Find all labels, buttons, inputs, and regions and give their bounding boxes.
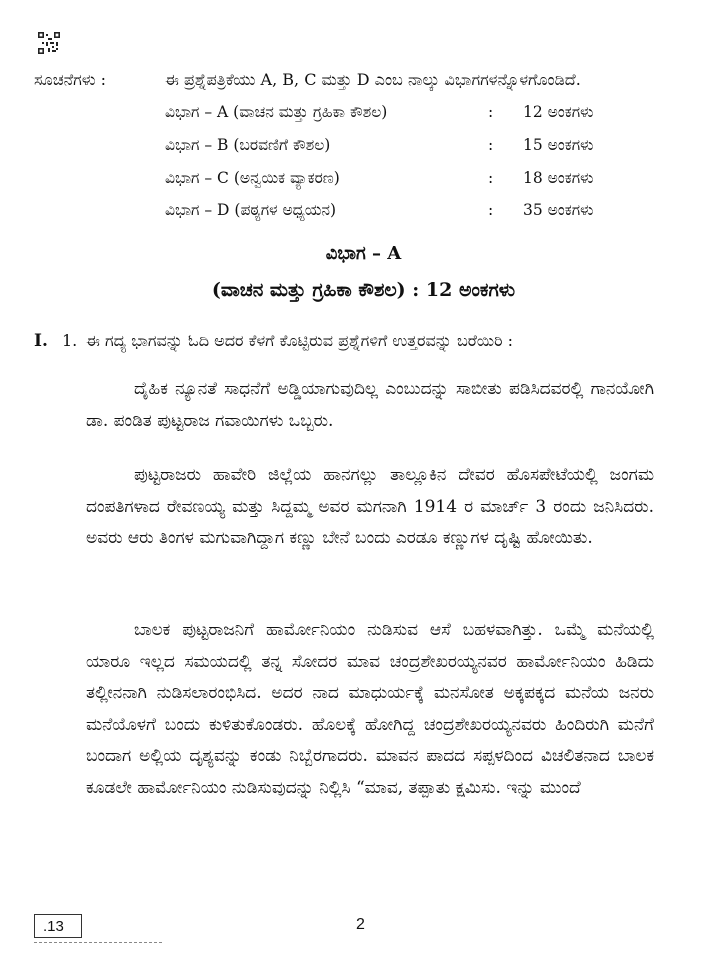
section-name: ವಿಭಾಗ – C (ಅನ್ವಯಿಕ ವ್ಯಾಕರಣ)	[165, 169, 340, 187]
section-name: ವಿಭಾಗ – B (ಬರವಣಿಗೆ ಕೌಶಲ)	[165, 136, 331, 154]
section-marks: 18 ಅಂಕಗಳು	[523, 169, 594, 187]
section-heading: ವಿಭಾಗ – A	[325, 243, 402, 264]
section-list-item	[165, 103, 605, 129]
passage-paragraph	[86, 615, 654, 804]
question-roman-number: I.	[34, 331, 48, 351]
section-marks: 12 ಅಂಕಗಳು	[523, 103, 594, 121]
question-number: 1.	[62, 331, 78, 350]
section-name: ವಿಭಾಗ – D (ಪಠ್ಯಗಳ ಅಧ್ಯಯನ)	[165, 201, 337, 219]
section-colon: :	[488, 103, 494, 121]
passage-paragraph-text: ಪುಟ್ಟರಾಜರು ಹಾವೇರಿ ಜಿಲ್ಲೆಯ ಹಾನಗಲ್ಲು ತಾಲ್ಲೂಕಿನ ದೇವರ ಹೊಸಪೇಟೆಯಲ್ಲಿ ಜಂಗಮ ದಂಪತಿಗಳಾದ ರೇವಣಯ್ಯ ಮತ್ತು ಸಿದ್ದಮ್ಮ ಅವರ ಮಗನಾಗಿ 1914 ರ ಮಾರ್ಚ್ 3 ರಂದು ಜನಿಸಿದರು. ಅವರು ಆರು ತಿಂಗಳ ಮಗುವಾಗಿದ್ದಾಗ ಕಣ್ಣು ಬೇನೆ ಬಂದು ಎರಡೂ ಕಣ್ಣುಗಳ ದೃಷ್ಟಿ ಹೋಯಿತು.	[86, 465, 654, 548]
section-list-item	[165, 201, 605, 227]
section-marks: 15 ಅಂಕಗಳು	[523, 136, 594, 154]
page-number: 2	[356, 916, 365, 933]
section-colon: :	[488, 169, 494, 187]
section-subheading: (ವಾಚನ ಮತ್ತು ಗ್ರಹಿಕಾ ಕೌಶಲ) : 12 ಅಂಕಗಳು	[211, 279, 516, 301]
qr-code-icon	[38, 32, 60, 54]
question-prompt: ಈ ಗದ್ಯ ಭಾಗವನ್ನು ಓದಿ ಅದರ ಕೆಳಗೆ ಕೊಟ್ಟಿರುವ ಪ್ರಶ್ನೆಗಳಿಗೆ ಉತ್ತರವನ್ನು ಬರೆಯಿರಿ :	[86, 331, 514, 350]
section-list-item	[165, 136, 605, 162]
footer-divider	[34, 942, 162, 943]
section-name: ವಿಭಾಗ – A (ವಾಚನ ಮತ್ತು ಗ್ರಹಿಕಾ ಕೌಶಲ)	[165, 103, 388, 121]
passage-paragraph	[86, 460, 654, 555]
instructions-text: ಈ ಪ್ರಶ್ನೆಪತ್ರಿಕೆಯು A, B, C ಮತ್ತು D ಎಂಬ ನಾಲ್ಕು ವಿಭಾಗಗಳನ್ನೊಳಗೊಂಡಿದೆ.	[165, 70, 581, 89]
passage-paragraph-text: ಬಾಲಕ ಪುಟ್ಟರಾಜನಿಗೆ ಹಾರ್ಮೋನಿಯಂ ನುಡಿಸುವ ಆಸೆ ಬಹಳವಾಗಿತ್ತು. ಒಮ್ಮೆ ಮನೆಯಲ್ಲಿ ಯಾರೂ ಇಲ್ಲದ ಸಮಯದಲ್ಲಿ ತನ್ನ ಸೋದರ ಮಾವ ಚಂದ್ರಶೇಖರಯ್ಯನವರ ಹಾರ್ಮೋನಿಯಂ ಹಿಡಿದು ತಲ್ಲೀನನಾಗಿ ನುಡಿಸಲಾರಂಭಿಸಿದ. ಅದರ ನಾದ ಮಾಧುರ್ಯಕ್ಕೆ ಮನಸೋತ ಅಕ್ಕಪಕ್ಕದ ಮನೆಯ ಜನರು ಮನೆಯೊಳಗೆ ಬಂದು ಕುಳಿತುಕೊಂಡರು. ಹೊಲಕ್ಕೆ ಹೋಗಿದ್ದ ಚಂದ್ರಶೇಖರಯ್ಯನವರು ಹಿಂದಿರುಗಿ ಮನೆಗೆ ಬಂದಾಗ ಅಲ್ಲಿಯ ದೃಶ್ಯವನ್ನು ಕಂಡು ನಿಬ್ಬೆರಗಾದರು. ಮಾವನ ಪಾದದ ಸಪ್ಪಳದಿಂದ ವಿಚಲಿತನಾದ ಬಾಲಕ ಕೂಡಲೇ ಹಾರ್ಮೋನಿಯಂ ನುಡಿಸುವುದನ್ನು ನಿಲ್ಲಿಸಿ “ಮಾವ, ತಪ್ಪಾತು ಕ್ಷಮಿಸು. ಇನ್ನು ಮುಂದೆ	[86, 620, 654, 798]
section-colon: :	[488, 201, 494, 219]
instructions-label: ಸೂಚನೆಗಳು :	[34, 70, 107, 89]
passage-paragraph-text: ದೈಹಿಕ ನ್ಯೂನತೆ ಸಾಧನೆಗೆ ಅಡ್ಡಿಯಾಗುವುದಿಲ್ಲ ಎಂಬುದನ್ನು ಸಾಬೀತು ಪಡಿಸಿದವರಲ್ಲಿ ಗಾನಯೋಗಿ ಡಾ. ಪಂಡಿತ ಪುಟ್ಟರಾಜ ಗವಾಯಿಗಳು ಒಬ್ಬರು.	[86, 379, 654, 431]
section-marks: 35 ಅಂಕಗಳು	[523, 201, 594, 219]
paper-code-box: .13	[34, 914, 82, 938]
section-list-item	[165, 169, 605, 195]
passage-paragraph	[86, 374, 654, 437]
section-colon: :	[488, 136, 494, 154]
